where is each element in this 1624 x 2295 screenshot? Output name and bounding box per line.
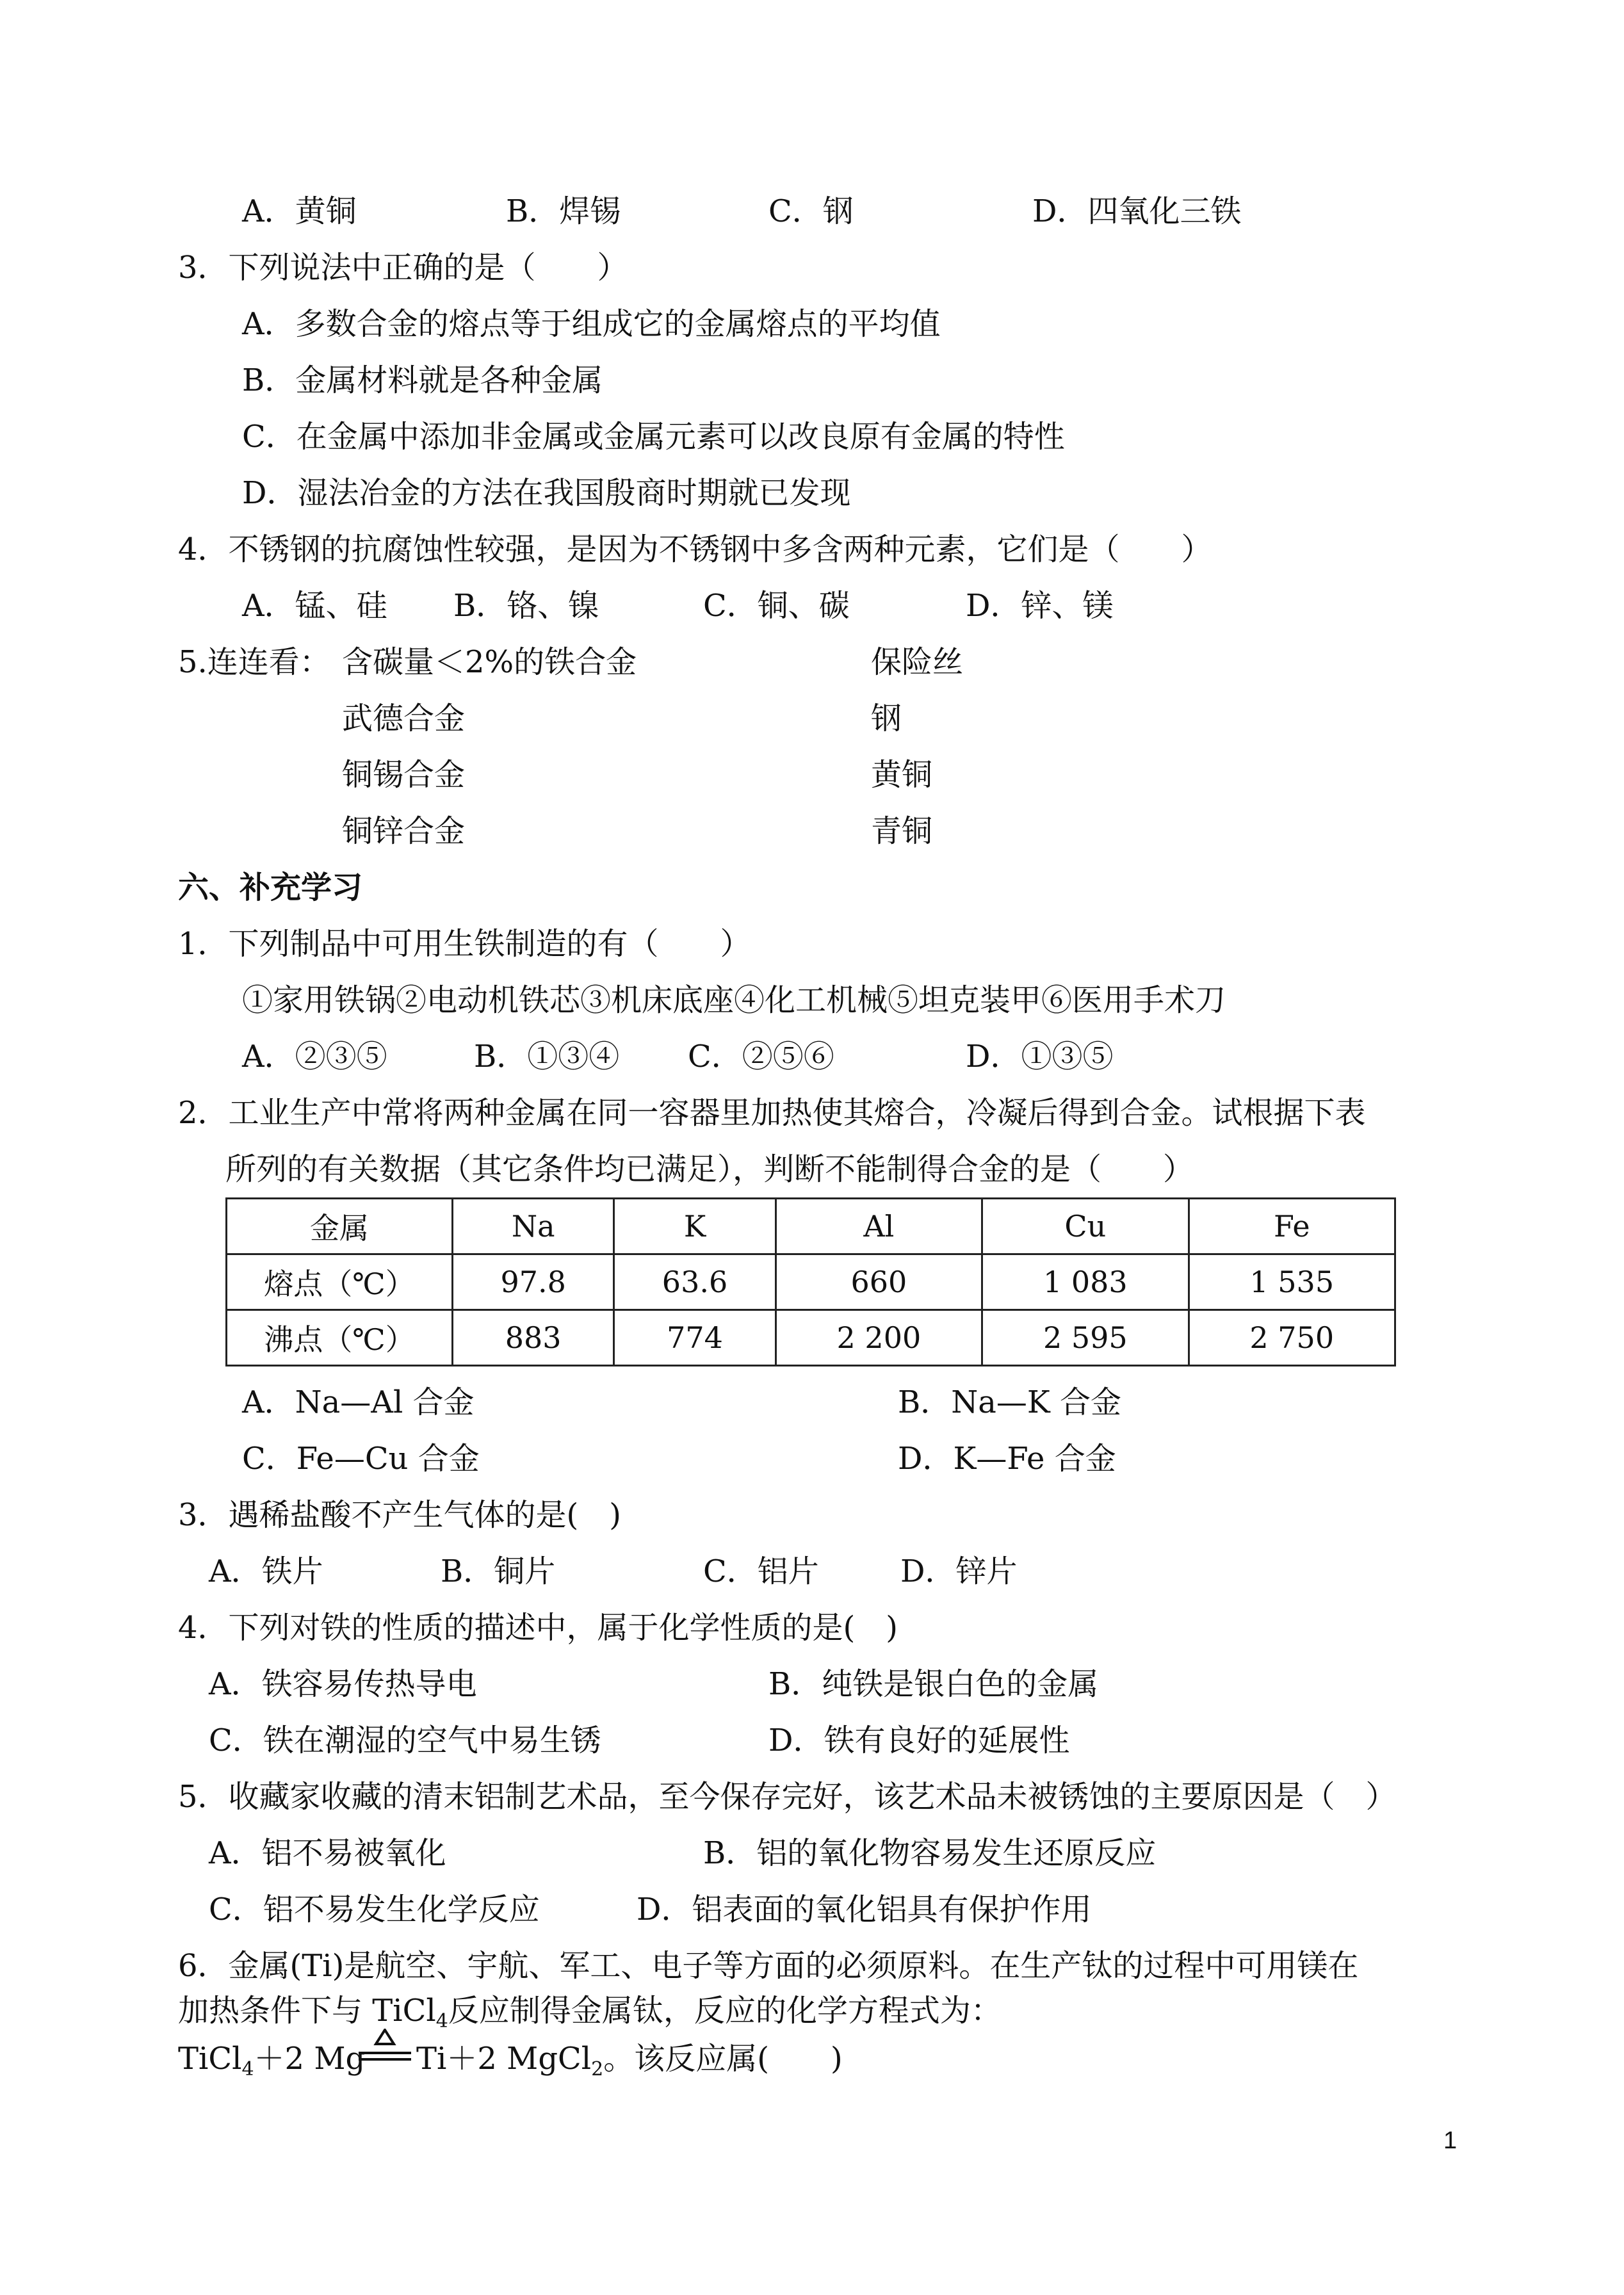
s2-option-b: B．Na—K 合金 — [898, 1384, 1122, 1420]
s6-line2-text: 加热条件下与 TiCl — [178, 1993, 436, 2029]
q3-option-c: C．在金属中添加非金属或金属元素可以改良原有金属的特性 — [242, 419, 1065, 455]
s2-stem-line2: 所列的有关数据（其它条件均已满足），判断不能制得合金的是（ ） — [225, 1151, 1194, 1187]
q3-option-b: B．金属材料就是各种金属 — [242, 362, 603, 398]
table-cell: 2 595 — [982, 1310, 1189, 1366]
table-cell: 1 535 — [1189, 1254, 1395, 1310]
table-cell: 沸点（℃） — [227, 1310, 453, 1366]
table-cell: 883 — [453, 1310, 614, 1366]
s1-items: ①家用铁锅②电动机铁芯③机床底座④化工机械⑤坦克装甲⑥医用手术刀 — [242, 982, 1226, 1018]
table-row — [227, 1310, 1395, 1366]
s5-option-b: B．铝的氧化物容易发生还原反应 — [703, 1835, 1157, 1871]
q2-option-b: B．焊锡 — [506, 193, 621, 229]
s3-option-b: B．铜片 — [441, 1553, 556, 1589]
s1-stem: 1．下列制品中可用生铁制造的有（ ） — [178, 926, 751, 962]
equation-text: TiCl — [178, 2041, 242, 2077]
s3-option-a: A．铁片 — [209, 1553, 323, 1589]
table-cell: 熔点（℃） — [227, 1254, 453, 1310]
s6-line2-text: 反应制得金属钛，反应的化学方程式为： — [448, 1993, 1002, 2029]
subscript: 4 — [435, 2010, 448, 2032]
equation-right — [416, 2040, 843, 2078]
q3-stem: 3．下列说法中正确的是（ ） — [178, 250, 628, 286]
table-header-cell: Fe — [1189, 1199, 1395, 1254]
q5-left-item: 武德合金 — [342, 701, 466, 736]
q2-option-c: C．钢 — [768, 193, 854, 229]
s6-line1: 6．金属(Ti)是航空、宇航、军工、电子等方面的必须原料。在生产钛的过程中可用镁在 — [178, 1948, 1359, 1984]
equation-text: Ti＋2 MgCl — [416, 2041, 592, 2077]
table-cell: 97.8 — [453, 1254, 614, 1310]
equation-left — [178, 2040, 365, 2078]
q5-prefix: 5.连连看： — [178, 644, 330, 680]
s1-option-a: A．②③⑤ — [242, 1039, 387, 1075]
s3-stem: 3．遇稀盐酸不产生气体的是( ) — [178, 1497, 621, 1533]
table-cell: 63.6 — [614, 1254, 775, 1310]
s1-option-b: B．①③④ — [474, 1039, 620, 1075]
q5-left-item: 铜锌合金 — [342, 813, 466, 849]
equation-text: ＋2 Mg — [254, 2041, 366, 2077]
melting-point-table — [225, 1197, 1396, 1366]
page-number: 1 — [1443, 2127, 1458, 2154]
s4-option-d: D．铁有良好的延展性 — [768, 1723, 1070, 1758]
q4-option-a: A．锰、硅 — [242, 588, 387, 624]
q5-left-item: 铜锡合金 — [342, 757, 466, 793]
q3-option-d: D．湿法冶金的方法在我国殷商时期就已发现 — [242, 475, 851, 511]
table-header-row — [227, 1199, 1395, 1254]
q5-right-item: 黄铜 — [871, 757, 933, 793]
q2-option-a: A．黄铜 — [242, 193, 357, 229]
s4-option-a: A．铁容易传热导电 — [209, 1666, 477, 1702]
section-heading: 六、补充学习 — [178, 870, 363, 905]
q4-option-d: D．锌、镁 — [966, 588, 1114, 624]
q5-right-item: 钢 — [871, 701, 902, 736]
s1-option-d: D．①③⑤ — [966, 1039, 1114, 1075]
q5-right-item: 保险丝 — [871, 644, 964, 680]
heat-equals-icon — [357, 2029, 412, 2064]
s5-stem: 5．收藏家收藏的清末铝制艺术品，至今保存完好，该艺术品未被锈蚀的主要原因是（ ） — [178, 1779, 1397, 1815]
s2-option-a: A．Na—Al 合金 — [242, 1384, 475, 1420]
table-cell: 660 — [775, 1254, 982, 1310]
table-row — [227, 1254, 1395, 1310]
s4-option-b: B．纯铁是银白色的金属 — [768, 1666, 1099, 1702]
s5-option-c: C．铝不易发生化学反应 — [209, 1892, 540, 1927]
s2-option-c: C．Fe—Cu 合金 — [242, 1441, 480, 1477]
s5-option-a: A．铝不易被氧化 — [209, 1835, 446, 1871]
table-header-cell: K — [614, 1199, 775, 1254]
subscript: 2 — [591, 2058, 604, 2080]
s4-stem: 4．下列对铁的性质的描述中，属于化学性质的是( ) — [178, 1610, 898, 1646]
subscript: 4 — [241, 2058, 254, 2080]
table-header-cell: Al — [775, 1199, 982, 1254]
q4-option-b: B．铬、镍 — [453, 588, 599, 624]
s2-option-d: D．K—Fe 合金 — [898, 1441, 1116, 1477]
table-cell: 1 083 — [982, 1254, 1189, 1310]
s3-option-d: D．锌片 — [900, 1553, 1018, 1589]
q5-right-item: 青铜 — [871, 813, 933, 849]
q2-option-d: D．四氧化三铁 — [1032, 193, 1242, 229]
s5-option-d: D．铝表面的氧化铝具有保护作用 — [637, 1892, 1092, 1927]
q4-stem: 4．不锈钢的抗腐蚀性较强，是因为不锈钢中多含两种元素，它们是（ ） — [178, 531, 1212, 567]
s4-option-c: C．铁在潮湿的空气中易生锈 — [209, 1723, 601, 1758]
q4-option-c: C．铜、碳 — [703, 588, 850, 624]
table-header-cell: 金属 — [227, 1199, 453, 1254]
table-header-cell: Na — [453, 1199, 614, 1254]
s2-stem-line1: 2．工业生产中常将两种金属在同一容器里加热使其熔合，冷凝后得到合金。试根据下表 — [178, 1095, 1366, 1131]
q5-left-item: 含碳量＜2%的铁合金 — [342, 644, 637, 680]
s3-option-c: C．铝片 — [703, 1553, 819, 1589]
s6-line2 — [178, 1991, 1002, 2030]
table-cell: 2 200 — [775, 1310, 982, 1366]
table-cell: 774 — [614, 1310, 775, 1366]
q3-option-a: A．多数合金的熔点等于组成它的金属熔点的平均值 — [242, 306, 941, 342]
table-cell: 2 750 — [1189, 1310, 1395, 1366]
s1-option-c: C．②⑤⑥ — [688, 1039, 834, 1075]
equation-text: 。该反应属( ) — [603, 2041, 843, 2077]
table-header-cell: Cu — [982, 1199, 1189, 1254]
